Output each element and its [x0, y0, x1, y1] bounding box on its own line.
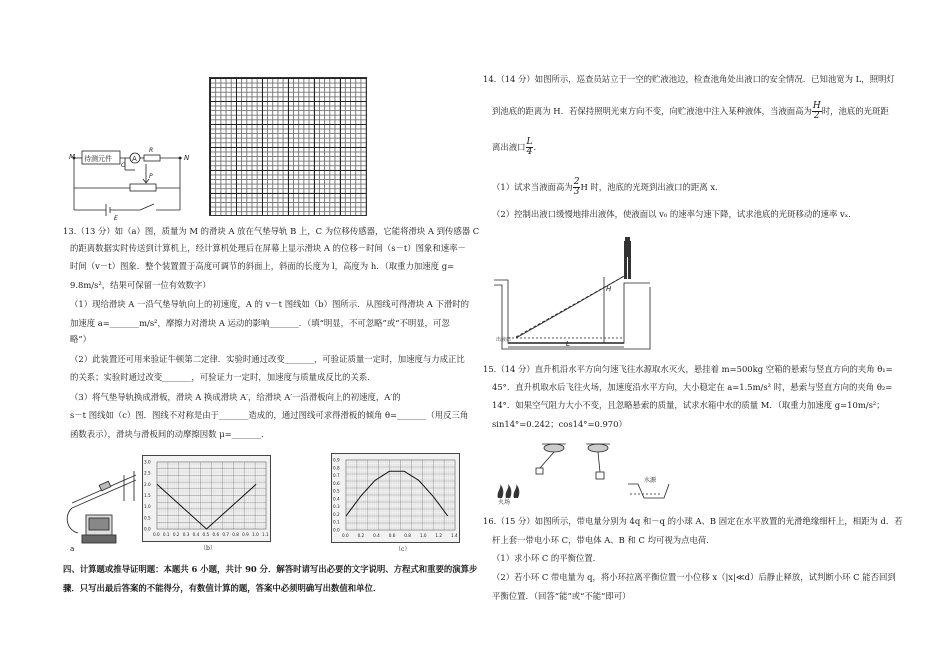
chart-c-ytick-label: 0.8	[333, 465, 340, 471]
chart-c	[331, 453, 460, 543]
chart-c-ytick-label: 0.4	[333, 496, 340, 502]
graph-paper-grid	[209, 77, 367, 216]
chart-c-ytick-label: 0.1	[333, 519, 340, 525]
chart-b-xtick-label: 0.9	[242, 532, 249, 537]
chart-b-xtick-label: 0.2	[172, 532, 180, 537]
chart-c-xtick-label: 1.2	[435, 533, 443, 538]
chart-c-ytick-label: 0.5	[333, 488, 340, 494]
chart-b-xtick-label: 0.3	[182, 532, 190, 537]
chart-b-xtick-label: 0.6	[212, 532, 220, 537]
chart-b-ytick-label: 2.0	[144, 481, 151, 487]
chart-c-svg	[332, 454, 459, 542]
section4-line-1: 四、计算题或推导证明题：本题共 6 小题，共计 90 分．解答时请写出必要的文字说明、方程式和重要的演算步	[63, 564, 478, 574]
chart-c-xtick-label: 0.6	[388, 533, 396, 538]
q15-line-3: 14°．如果空气阻力大小不变，且忽略悬索的质量，试求水箱中水的质量 M．（取重力加速度 g=10m/s²；	[492, 400, 885, 410]
chart-b-xtick-label: 0.5	[202, 532, 210, 537]
fig15-water-label: 水源	[644, 477, 657, 484]
figure-15-helicopters	[494, 436, 669, 504]
q14-line-2a: 到池底的距离为 H．若保持照明光束方向不变，向贮液池中注入某种液体，当液面高为	[492, 106, 812, 116]
chart-b-ytick-label: 3.0	[144, 459, 151, 465]
chart-c-xtick-label: 0.0	[342, 533, 349, 538]
q14-line-2	[492, 102, 889, 121]
q15-line-1: 15.（14 分）直升机沿水平方向匀速飞往水源取水灭火，悬挂着 m=500kg 空箱的悬索与竖直方向的夹角 θ₁=	[483, 364, 893, 374]
chart-b	[142, 455, 271, 542]
frac1-den: 2	[813, 111, 820, 121]
q14-line-1: 14.（14 分）如图所示，巡查员站立于一空的贮液池边，检查池角处出液口的安全情况．已知池宽为 L，照明灯	[483, 74, 895, 84]
chart-b-ytick-label: 1.0	[144, 504, 151, 510]
q16-line-2: 杆上套一带电小环 C，带电体 A、B 和 C 均可视为点电荷．	[492, 535, 715, 545]
chart-c-ytick-label: 0.9	[333, 457, 340, 463]
q14-line-3	[492, 138, 542, 157]
q13-line-8: （2）此装置还可用来验证牛顿第二定律．实验时通过改变_______，可验证质量一定时，加速度与力成正比	[70, 354, 465, 364]
section4-line-2: 骤．只写出最后答案的不能得分，有数值计算的题，答案中必须明确写出数值和单位．	[63, 583, 382, 593]
figure-a-apparatus	[64, 455, 144, 555]
fig15-fire-label: 火场	[498, 499, 511, 506]
chart-b-svg	[143, 456, 270, 541]
chart-b-ytick-label: 1.5	[144, 493, 151, 498]
chart-c-ytick-label: 0.2	[333, 511, 340, 517]
q16-line-3: （1）求小环 C 的平衡位置．	[492, 553, 602, 563]
q14-line-3a: 离出液口	[492, 142, 526, 152]
q15-line-2: 45°．直升机取水后飞往火场，加速度沿水平方向，大小稳定在 a=1.5m/s² 时，悬索与竖直方向的夹角 θ₂=	[492, 382, 893, 392]
chart-c-ytick-label: 0.3	[333, 504, 340, 510]
chart-c-xtick-label: 1.0	[419, 533, 427, 538]
figure-a-label: a	[70, 545, 75, 553]
q14-line-4	[492, 178, 723, 197]
chart-b-xtick-label: 0.1	[162, 532, 170, 537]
fig14-outlet-label: 出液口	[496, 337, 512, 343]
slider-label: P	[149, 173, 153, 180]
fig14-l-label: L	[566, 340, 570, 348]
q14-line-2b: 时，池底的光斑距	[821, 106, 889, 116]
q16-line-4: （2）若小环 C 带电量为 q，将小环拉离平衡位置一小位移 x（|x|≪d）后静止释放，试判断小环 C 能否回到	[492, 572, 896, 582]
q13-line-11: s－t 图线如（c）图．图线不对称是由于_______造成的，通过图线可求得滑板的倾角 θ=_______（用反三角	[70, 410, 469, 420]
frac2-den: 4	[526, 147, 533, 157]
q13-line-4: 9.8m/s²，结果可保留一位有效数字）	[70, 280, 211, 290]
circuit-diagram	[70, 138, 195, 223]
q13-line-7: 略”）	[70, 334, 92, 344]
chart-c-xtick-label: 0.2	[357, 533, 365, 538]
chart-c-xtick-label: 0.4	[373, 533, 380, 538]
chart-b-ytick-label: 2.5	[144, 470, 151, 476]
q13-line-1: 13.（13 分）如（a）图，质量为 M 的滑块 A 放在气垫导轨 B 上，C 为位移传感器，它能将滑块 A 到传感器 C	[63, 226, 480, 236]
frac3-num: 2	[573, 177, 580, 187]
figure-14-tank	[494, 225, 654, 350]
figure-b-label: （b）	[200, 545, 216, 552]
q14-line-5: （2）控制出液口缓慢地排出液体，使液面以 v₀ 的速率匀速下降，试求池底的光斑移动的速率 vₓ．	[492, 209, 857, 219]
node-o-label: O	[121, 162, 126, 169]
q13-line-9: 的关系；实验时通过改变_______，可验证力一定时，加速度与质量成反比的关系．	[70, 372, 376, 382]
chart-c-xtick-label: 0.8	[404, 533, 411, 538]
ammeter-label: A	[132, 155, 137, 163]
q14-line-4a: （1）试求当液面高为	[492, 182, 573, 192]
fig14-h-label: H	[606, 285, 612, 293]
q16-line-5: 平衡位置．（回答“能”或“不能”即可）	[492, 591, 631, 601]
circuit-box-label: 待测元件	[84, 155, 112, 163]
q15-line-4: sin14°=0.242；cos14°=0.970）	[492, 419, 627, 429]
node-m-label: M	[69, 153, 76, 161]
chart-c-xtick-label: 1.4	[451, 533, 458, 538]
chart-b-xtick-label: 0.7	[222, 532, 230, 537]
battery-label: E	[114, 215, 118, 222]
chart-b-xtick-label: 1.1	[262, 532, 269, 537]
q13-line-2: 的距离数据实时传送到计算机上，经计算机处理后在屏幕上显示滑块 A 的位移－时间（s－t）图象和速率－	[70, 243, 466, 253]
q14-line-3b: ．	[533, 142, 542, 152]
chart-b-xtick-label: 1.0	[252, 532, 259, 537]
q13-line-5: （1）现给滑块 A 一沿气垫导轨向上的初速度，A 的 v－t 图线如（b）图所示．从图线可得滑块 A 下滑时的	[70, 299, 469, 309]
chart-b-ytick-label: 0.0	[144, 526, 151, 532]
frac1-num: H	[812, 101, 821, 111]
q16-line-1: 16.（15 分）如图所示，带电量分别为 4q 和－q 的小球 A、B 固定在水平放置的光滑绝缘细杆上，相距为 d．若	[483, 516, 903, 526]
frac2-num: L	[526, 137, 533, 147]
chart-c-ytick-label: 0.6	[333, 480, 340, 486]
chart-b-xtick-label: 0.8	[232, 532, 239, 537]
chart-c-ytick-label: 0.7	[333, 473, 340, 479]
figure-c-label: （c）	[395, 546, 411, 553]
node-n-label: N	[184, 154, 190, 162]
chart-b-xtick-label: 0.4	[192, 532, 200, 537]
q14-line-4b: H 时，池底的光斑到出液口的距离 x．	[580, 182, 724, 192]
q13-line-10: （3）将气垫导轨换成滑板，滑块 A 换成滑块 A′，给滑块 A′一沿滑板向上的初速度，A′的	[70, 392, 401, 402]
q13-line-12: 函数表示），滑块与滑板间的动摩擦因数 μ=_______．	[70, 429, 270, 439]
fraction-h-over-2	[812, 102, 822, 121]
chart-b-xtick-label: 0.0	[153, 532, 160, 537]
chart-c-ytick-label: 0.0	[333, 527, 340, 533]
resistor-label: R	[149, 147, 154, 154]
chart-b-ytick-label: 0.5	[144, 515, 151, 521]
frac3-den: 3	[573, 187, 580, 197]
q13-line-3: 时间（v－t）图象．整个装置置于高度可调节的斜面上，斜面的长度为 l，高度为 h．（取重力加速度 g=	[70, 261, 455, 271]
q13-line-6: 加速度 a=_______m/s²，摩擦力对滑块 A 运动的影响_______．（填“明显，不可忽略”或“不明显，可忽	[70, 318, 450, 328]
